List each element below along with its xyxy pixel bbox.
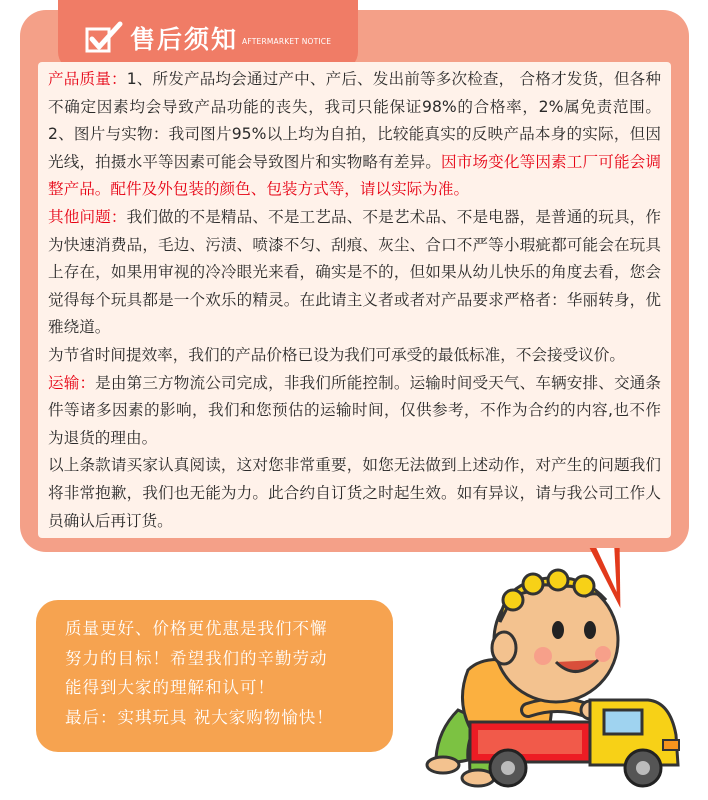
- message-bubble: [36, 600, 393, 752]
- other-paragraph: [48, 204, 661, 342]
- page-title: 售后须知: [130, 25, 239, 54]
- bubble-line: 努力的目标！希望我们的辛勤劳动: [65, 648, 328, 668]
- quality-paragraph: [48, 66, 661, 204]
- other-text: 我们做的不是精品、不是工艺品、不是艺术品、不是电器，是普通的玩具，作为快速消费品，毛边、污渍、喷漆不匀、刮痕、灰尘、合口不严等小瑕疵都可能会在玩具上存在，如果用审视的冷冷眼光来看，确实是不的，但如果从幼儿快乐的角度去看，您会觉得每个玩具都是一个欢乐的精灵。在此请主义者或者对产品要求严格者：华丽转身，优雅绕道。: [48, 207, 661, 337]
- bubble-line: 质量更好、价格更优惠是我们不懈: [65, 619, 328, 638]
- shipping-paragraph: [48, 370, 661, 453]
- price-paragraph: 为节省时间提效率，我们的产品价格已设为我们可承受的最低标准，不会接受议价。: [48, 345, 625, 364]
- quality-text: 1、所发产品均会通过产中、产后、发出前等多次检查， 合格才发货，但各种不确定因素均会导致产品功能的丧失，我司只能保证98%的合格率，2%属免责范围。2、图片与实物：我司图片95%以上均为自拍，比较能真实的反映产品本身的实际，但因光线，拍摄水平等因素可能会导致图片和实物略有差异。: [48, 70, 661, 171]
- quality-red-text: 因市场变化等因素工厂可能会调整产品。配件及外包装的颜色、包装方式等，请以实际为准。: [48, 152, 661, 199]
- checkmark-box-icon: [84, 20, 124, 56]
- header: [84, 18, 331, 58]
- boy-pushing-truck-illustration: [408, 560, 708, 800]
- closing-paragraph: 以上条款请买家认真阅读，这对您非常重要，如您无法做到上述动作，对产生的问题我们将非常抱歉，我们也无能为力。此合约自订货之时起生效。如有异议，请与我公司工作人员确认后再订货。: [48, 456, 661, 530]
- shipping-text: 是由第三方物流公司完成，非我们所能控制。运输时间受天气、车辆安排、交通条件等诸多因素的影响，我们和您预估的运输时间，仅供参考，不作为合约的内容,也不作为退货的理由。: [48, 373, 661, 447]
- bubble-line: 最后：实琪玩具 祝大家购物愉快！: [65, 707, 334, 727]
- other-label: 其他问题：: [48, 207, 127, 226]
- bubble-line: 能得到大家的理解和认可！: [65, 678, 275, 697]
- quality-label: 产品质量：: [48, 70, 127, 88]
- shipping-label: 运输：: [48, 373, 96, 392]
- page-subtitle: AFTERMARKET NOTICE: [242, 36, 332, 46]
- notice-content: [38, 62, 671, 538]
